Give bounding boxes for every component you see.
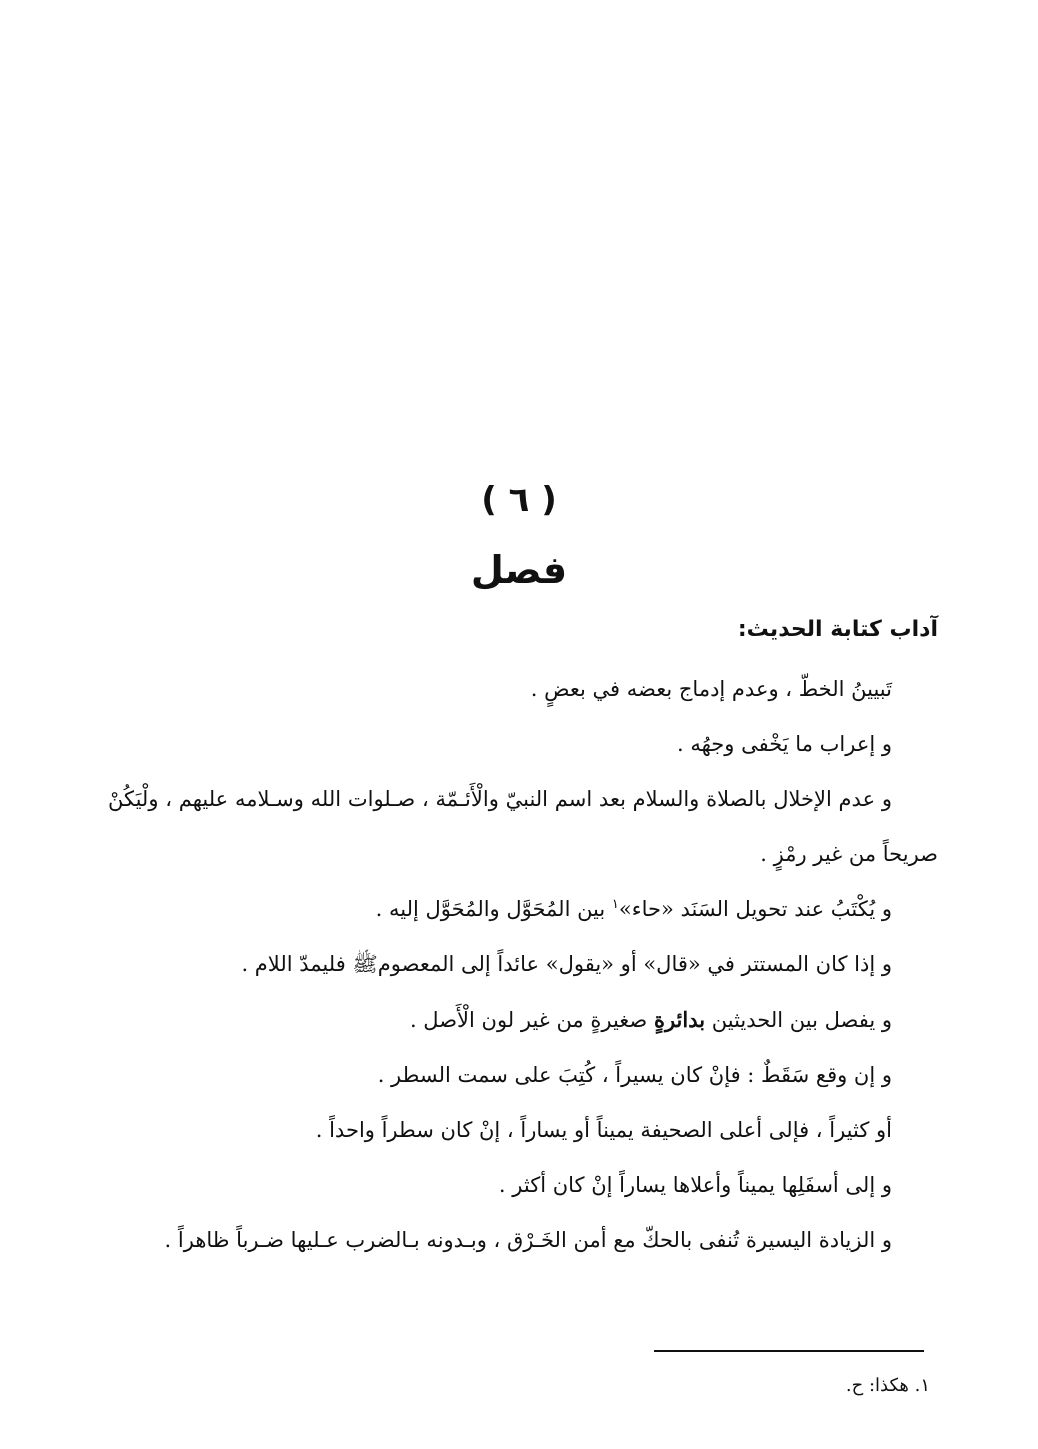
chapter-number: ( ٦ ) bbox=[481, 480, 557, 520]
section-heading: آداب كتابة الحديث: bbox=[737, 617, 938, 642]
paragraph-4-text: و يُكْتَبُ عند تحويل السَنَد «حاء» bbox=[618, 897, 892, 921]
paragraph-10-text: و الزيادة اليسيرة تُنفى بالحكّ مع أمن الخَـرْق ، وبـدونه بـالضرب عـليها ضـرباً ظاهراً . bbox=[164, 1228, 892, 1252]
paragraph-6-after: صغيرةٍ من غير لون الْأَصل . bbox=[409, 1008, 654, 1032]
paragraph-4-rest: بين المُحَوَّل والمُحَوَّل إليه . bbox=[375, 897, 612, 921]
paragraph-3-text: و عدم الإخلال بالصلاة والسلام بعد اسم النبيّ والْأَئـمّة ، صـلوات الله وسـلامه عليهم ، ولْيَكُنْ صريحاً من غير رمْزٍ . bbox=[108, 787, 938, 866]
paragraph-1 bbox=[108, 662, 938, 717]
chapter-title: فصل bbox=[470, 548, 568, 592]
paragraph-1-text: تَبيينُ الخطّ ، وعدم إدماج بعضه في بعضٍ . bbox=[530, 677, 892, 701]
paragraph-2 bbox=[108, 717, 938, 772]
paragraph-7 bbox=[108, 1048, 938, 1103]
paragraph-9-text: و إلى أسفَلِها يميناً وأعلاها يساراً إنْ كان أكثر . bbox=[498, 1173, 892, 1197]
paragraph-5-text: و إذا كان المستتر في «قال» أو «يقول» عائداً إلى المعصومﷺ فليمدّ اللام . bbox=[241, 952, 892, 976]
footnote: ١. هكذا: ح. bbox=[845, 1375, 930, 1396]
paragraph-8 bbox=[108, 1103, 938, 1158]
body-text bbox=[108, 662, 938, 1268]
paragraph-6 bbox=[108, 992, 938, 1048]
paragraph-10 bbox=[108, 1213, 938, 1268]
paragraph-2-text: و إعراب ما يَخْفى وجهُه . bbox=[677, 732, 892, 756]
paragraph-6-bold-term: بدائرةٍ bbox=[653, 1007, 706, 1032]
footnote-marker: ١ bbox=[611, 897, 619, 912]
paragraph-3 bbox=[108, 772, 938, 882]
paragraph-7-text: و إن وقع سَقَطٌ : فإنْ كان يسيراً ، كُتِبَ على سمت السطر . bbox=[377, 1063, 892, 1087]
paragraph-9 bbox=[108, 1158, 938, 1213]
footnote-divider bbox=[654, 1350, 924, 1352]
paragraph-5 bbox=[108, 937, 938, 992]
paragraph-4 bbox=[108, 882, 938, 937]
paragraph-8-text: أو كثيراً ، فإلى أعلى الصحيفة يميناً أو يساراً ، إنْ كان سطراً واحداً . bbox=[315, 1118, 892, 1142]
paragraph-6-before: و يفصل بين الحديثين bbox=[705, 1008, 892, 1032]
